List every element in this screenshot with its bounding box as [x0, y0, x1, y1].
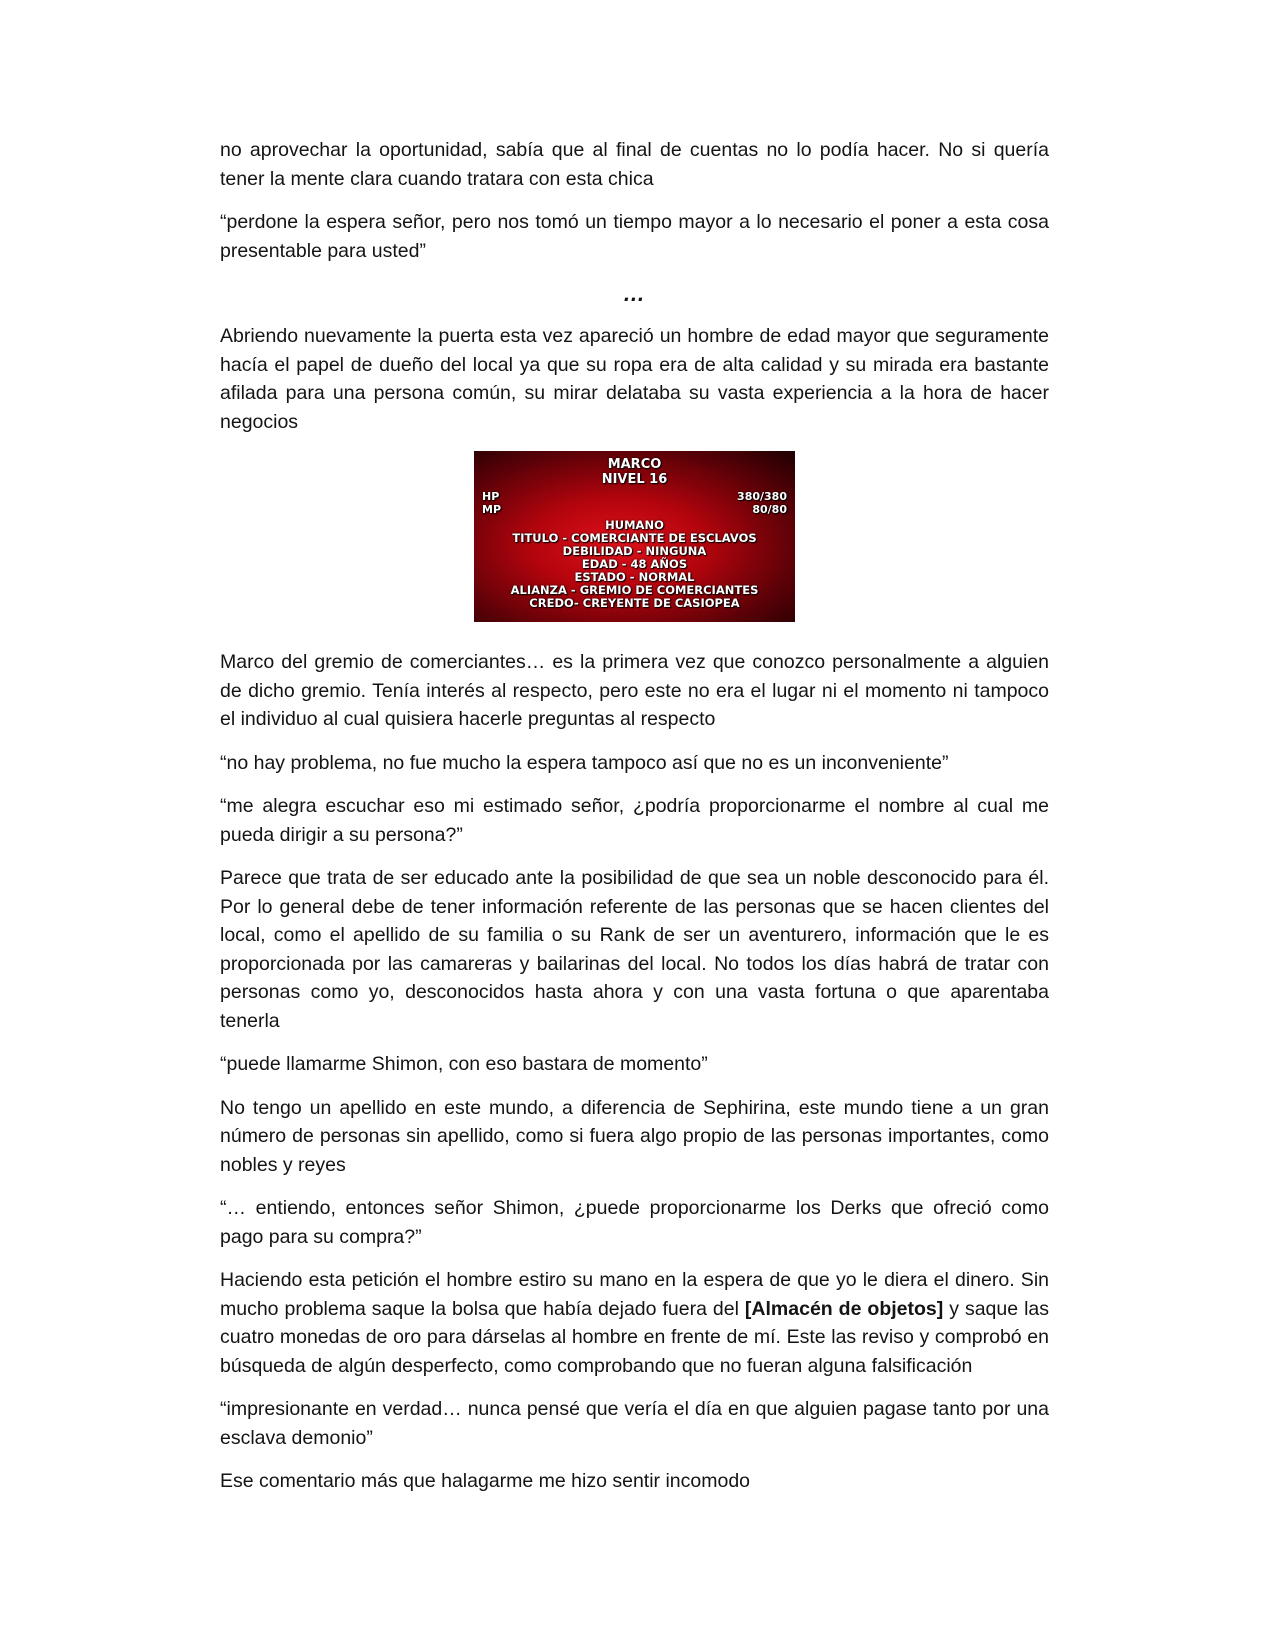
document-page [220, 136, 1049, 1511]
paragraph-text: y saque las cuatro monedas de oro para dárselas al hombre en frente de mí. Este las reviso y comprobó en búsqueda de algún desperfecto, como comprobando que no fueran alguna falsificación [220, 1297, 1049, 1377]
status-weakness: DEBILIDAD - NINGUNA [562, 544, 707, 558]
status-level: NIVEL 16 [601, 472, 668, 487]
status-alliance: ALIANZA - GREMIO DE COMERCIANTES [510, 583, 759, 597]
paragraph: Ese comentario más que halagarme me hizo sentir incomodo [220, 1470, 751, 1492]
mp-label: MP [482, 503, 502, 516]
paragraph: no aprovechar la oportunidad, sabía que al final de cuentas no lo podía hacer. No si quería tener la mente clara cuando tratara con esta chica [220, 139, 1049, 190]
status-name: MARCO [607, 457, 662, 472]
paragraph: “puede llamarme Shimon, con eso bastara de momento” [220, 1053, 708, 1075]
hp-row [482, 490, 787, 503]
paragraph: “me alegra escuchar eso mi estimado señor, ¿podría proporcionarme el nombre al cual me pueda dirigir a su persona?” [220, 795, 1049, 846]
paragraph: Parece que trata de ser educado ante la posibilidad de que sea un noble desconocido para él. Por lo general debe de tener información referente de las personas que se hacen clientes del local, como el apellido de su familia o su Rank de ser un aventurero, información que le es proporcionada por las camareras y bailarinas del local. No todos los días habrá de tratar con personas como yo, desconocidos hasta ahora y con una vasta fortuna o que aparentaba tenerla [220, 867, 1049, 1032]
paragraph: “… entiendo, entonces señor Shimon, ¿puede proporcionarme los Derks que ofreció como pago para su compra?” [220, 1197, 1049, 1248]
status-state: ESTADO - NORMAL [574, 570, 695, 584]
paragraph: “perdone la espera señor, pero nos tomó un tiempo mayor a lo necesario el poner a esta cosa presentable para usted” [220, 211, 1049, 262]
status-card-header [474, 457, 795, 487]
status-race: HUMANO [605, 518, 664, 532]
mp-value: 80/80 [752, 503, 787, 516]
paragraph-with-bold [220, 1266, 1049, 1380]
status-age: EDAD - 48 AÑOS [581, 557, 688, 571]
status-lines [474, 519, 795, 610]
scene-separator: … [623, 281, 646, 306]
status-creed: CREDO- CREYENTE DE CASIOPEA [529, 596, 740, 610]
paragraph: “impresionante en verdad… nunca pensé que vería el día en que alguien pagase tanto por una esclava demonio” [220, 1398, 1049, 1449]
status-title: TITULO - COMERCIANTE DE ESCLAVOS [512, 531, 757, 545]
status-card-wrapper [220, 451, 1049, 622]
hp-label: HP [482, 490, 500, 503]
paragraph: No tengo un apellido en este mundo, a diferencia de Sephirina, este mundo tiene a un gran número de personas sin apellido, como si fuera algo propio de las personas importantes, como nobles y reyes [220, 1096, 1049, 1176]
hp-value: 380/380 [737, 490, 787, 503]
inventory-term: [Almacén de objetos] [744, 1297, 944, 1320]
paragraph: “no hay problema, no fue mucho la espera tampoco así que no es un inconveniente” [220, 751, 949, 774]
paragraph: Marco del gremio de comerciantes… es la primera vez que conozco personalmente a alguien de dicho gremio. Tenía interés al respecto, pero este no era el lugar ni el momento ni tampoco el individuo al cual quisiera hacerle preguntas al respecto [220, 651, 1049, 730]
paragraph-text: Haciendo esta petición el hombre estiro su mano en la espera de que yo le diera el dinero. Sin mucho problema saque la bolsa que había dejado fuera del [220, 1269, 1049, 1320]
status-card [474, 451, 795, 622]
paragraph: Abriendo nuevamente la puerta esta vez apareció un hombre de edad mayor que seguramente hacía el papel de dueño del local ya que su ropa era de alta calidad y su mirada era bastante afilada para una persona común, su mirar delataba su vasta experiencia a la hora de hacer negocios [220, 325, 1049, 433]
mp-row [482, 503, 787, 516]
